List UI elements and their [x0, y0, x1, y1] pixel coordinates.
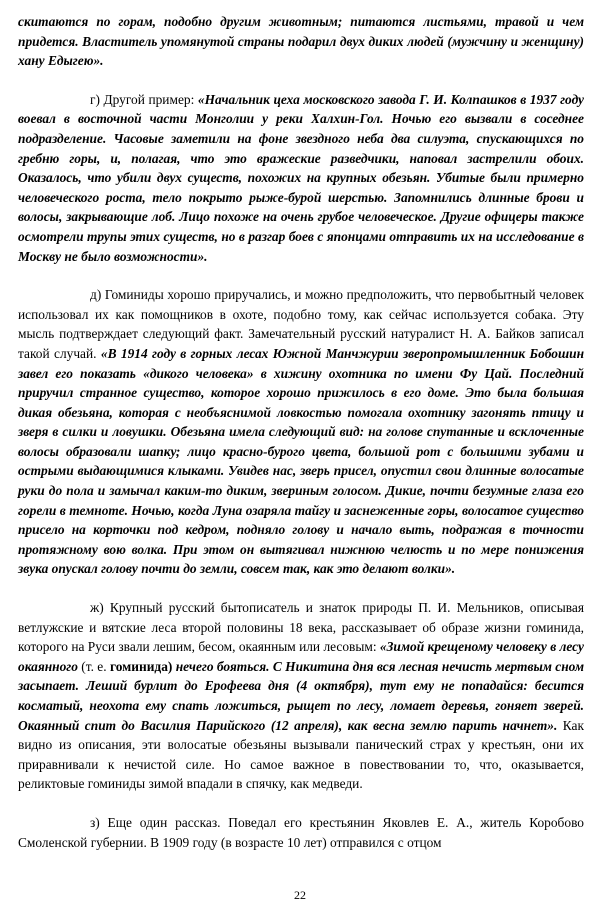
paragraph-zh — [18, 598, 584, 794]
paragraph-z — [18, 813, 584, 852]
paragraph-z-lead: з) Еще один рассказ. Поведал его крестьянин Яковлев Е. А., житель Коробово Смоленской губернии. В 1909 году (в возрасте 10 лет) отправился с отцом — [18, 814, 584, 850]
paragraph-zh-quote-start: «Зимой крещеному человеку в лесу окаянного — [18, 639, 584, 674]
paragraph-d — [18, 285, 584, 579]
paragraph-zh-aside: (т. е. — [77, 658, 110, 674]
paragraph-g — [18, 90, 584, 266]
paragraph-intro-quote: скитаются по горам, подобно другим животным; питаются листьями, травой и чем придется. Властитель упомянутой страны подарил двух диких людей (мужчину и женщину) хану Едыгею». — [18, 14, 584, 69]
paragraph-zh-quote-rest: нечего бояться. С Никитина дня вся лесная нечисть мертвым сном засыпает. Леший бурлит до Ерофеева дня (4 октября), тут ему не попадайся: бесится косматый, неохота ему спать ложиться, рыщет по лесу, ломает деревья, гоняет зверей. Окаянный спит до Василия Парийского (12 апреля), как весна землю парить начнет». — [18, 658, 584, 733]
document-page — [18, 12, 584, 852]
paragraph-intro — [18, 12, 584, 71]
page-number: 22 — [294, 888, 306, 902]
paragraph-zh-lead: ж) Крупный русский бытописатель и знаток природы П. И. Мельников, описывая ветлужские и вятские леса второй половины 18 века, рассказывает об образе жизни гоминида, которого на Руси звали лешим, бесом, окаянным или лесовым: — [18, 600, 584, 655]
paragraph-d-quote: «В 1914 году в горных лесах Южной Манчжурии зверопромышленник Бобошин завел его показать «дикого человека» в хижину охотника по имени Фу Цай. Последний приручил странное существо, которое хорошо прижилось в его доме. Это была большая дикая обезьяна, которая с необъяснимой ловкостью помогала охотнику загонять птицу и зверя в силки и ловушки. Обезьяна имела следующий вид: на голове спутанные и всклоченные волосы образовали шапку; лицо красно-бурого цвета, большой рот с большими зубами и острыми выдающимися клыками. Увидев нас, зверь присел, опустил свои длинные волосатые руки до пола и замычал каким-то диким, звериным голосом. Дикие, почти безумные глаза его горели в темноте. Ночью, когда Луна озаряла тайгу и заснеженные горы, волосатое существо присело на корточки под кедром, подняло голову и начало выть, подражая в точности протяжному вою волка. При этом он вытягивал нижнюю челюсть и по мере понижения звука опускал голову почти до земли, совсем так, как это делают волки». — [18, 345, 584, 577]
paragraph-g-quote: «Начальник цеха московского завода Г. И. Колпашков в 1937 году воевал в восточной части Монголии у реки Халхин-Гол. Ночью его вызвали в соседнее подразделение. Часовые заметили на фоне звездного неба два силуэта, спускающихся по гребню горы, и, полагая, что это вражеские разведчики, наповал застрелили обоих. Оказалось, что убили двух существ, похожих на крупных обезьян. Убитые были примерно человеческого роста, тело покрыто рыже-бурой шерстью. Запомнились длинные брови и волосы, закрывающие лоб. Лицо похоже на очень грубое человеческое. Другие офицеры также осмотрели трупы этих существ, но в разгар боев с японцами отправить их на исследование в Москву не было возможности». — [18, 91, 584, 264]
paragraph-d-lead: д) Гоминиды хорошо приручались, и можно предположить, что первобытный человек использовал их как помощников в охоте, подобно тому, как сейчас используется собака. Эту мысль подтверждает следующий факт. Замечательный русский натуралист Н. А. Байков записал такой случай. — [18, 287, 584, 361]
paragraph-zh-aside-term: гоминида) — [109, 658, 173, 674]
paragraph-zh-tail: Как видно из описания, эти волосатые обезьяны вызывали панический страх у крестьян, они их приравнивали к нечистой силе. Но самое важное в повествовании то, что, оказывается, реликтовые гоминиды зимой впадали в спячку, как медведи. — [18, 717, 584, 792]
paragraph-g-lead: г) Другой пример: — [90, 91, 198, 107]
